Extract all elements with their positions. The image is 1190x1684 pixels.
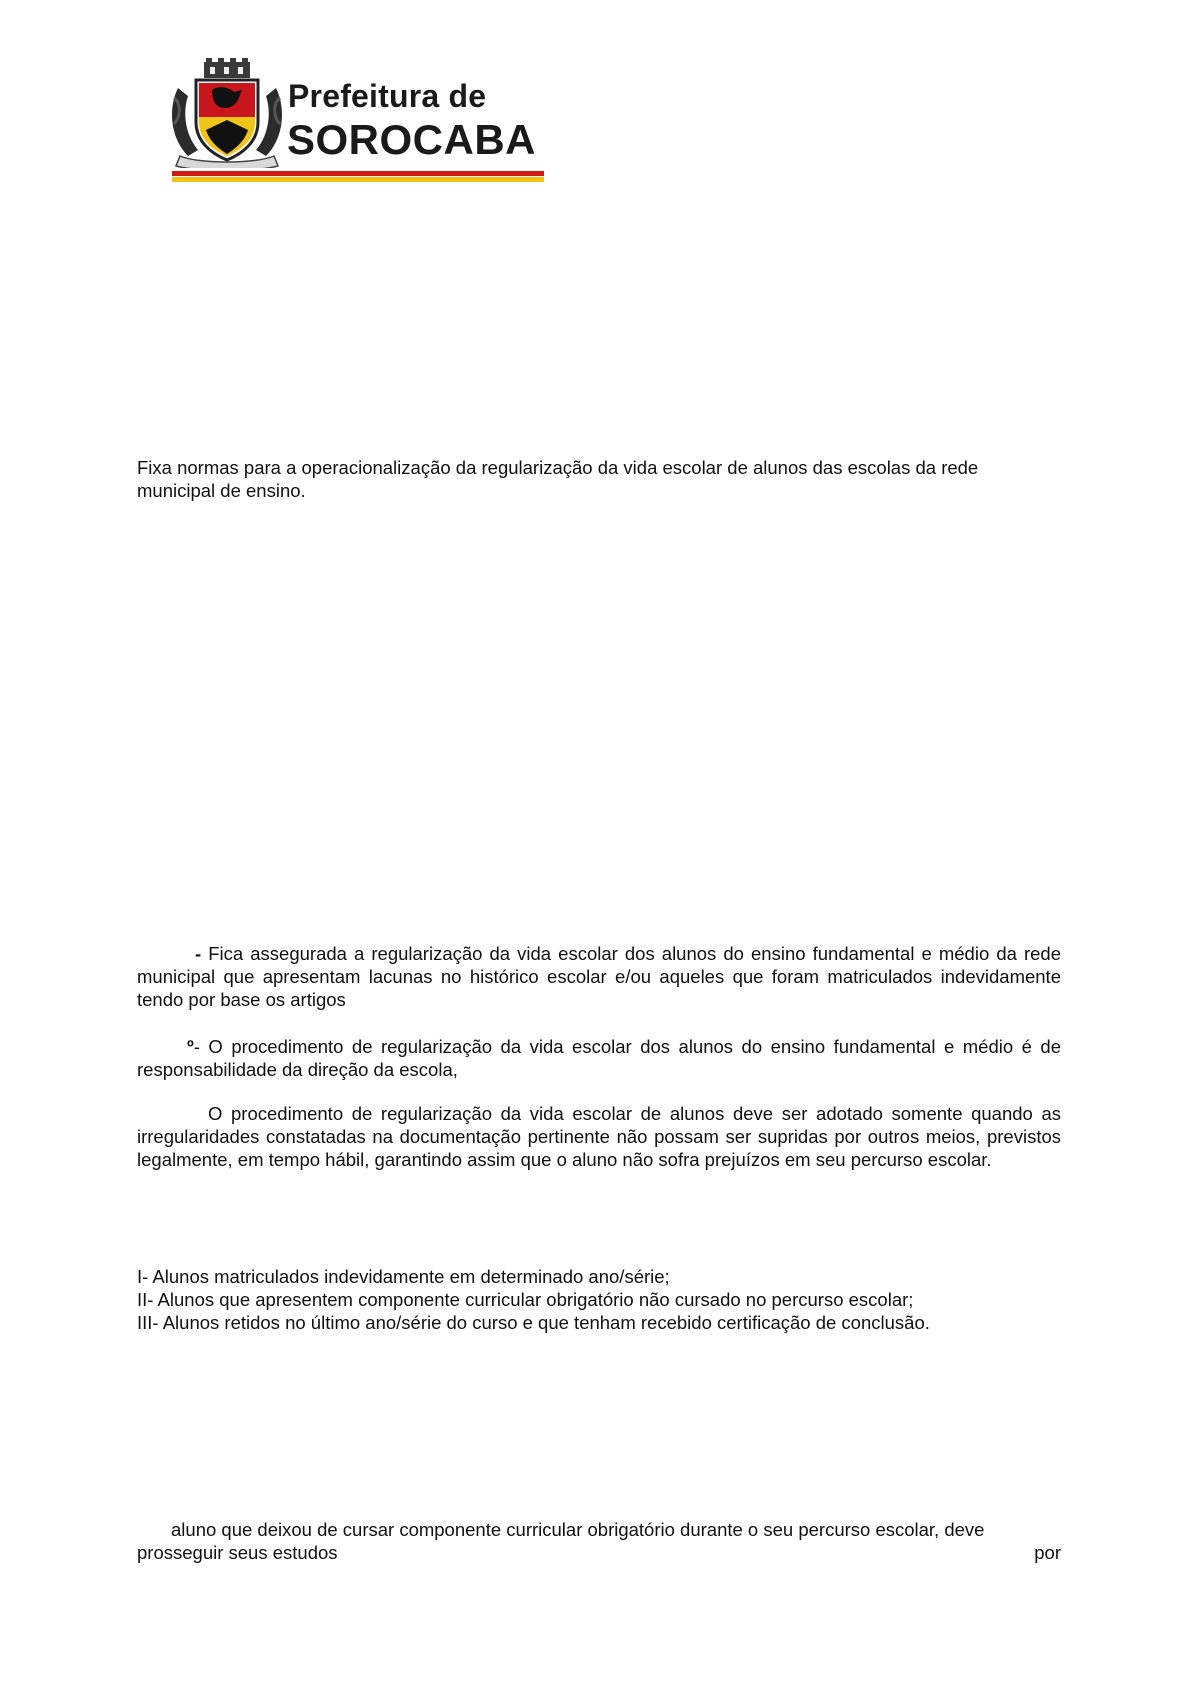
paragraph-2-text: O procedimento de regularização da vida escolar de alunos deve ser adotado somente quando as irregularidades constatadas na documentação pertinente não possam ser supridas por outros meios, previstos legalmente, em tempo hábil, garantindo assim que o aluno não sofra prejuízos em seu percurso escolar. bbox=[137, 1103, 1061, 1170]
list-item: II- Alunos que apresentem componente curricular obrigatório não cursado no percurso escolar; bbox=[137, 1289, 914, 1310]
items-list bbox=[137, 1265, 1061, 1334]
final-line-2-left: prosseguir seus estudos bbox=[137, 1542, 338, 1563]
list-item: I- Alunos matriculados indevidamente em determinado ano/série; bbox=[137, 1266, 670, 1287]
article-1-marker: - bbox=[195, 943, 202, 964]
paragraph-2 bbox=[137, 1102, 1061, 1171]
logo-yellow-stripe bbox=[172, 177, 544, 182]
ementa: Fixa normas para a operacionalização da regularização da vida escolar de alunos das escolas da rede municipal de ensino. bbox=[137, 457, 979, 501]
header-logo bbox=[168, 58, 548, 188]
final-line-1: aluno que deixou de cursar componente curricular obrigatório durante o seu percurso escolar, deve bbox=[171, 1519, 985, 1540]
final-paragraph bbox=[137, 1518, 1061, 1564]
logo-red-stripe bbox=[172, 171, 544, 176]
paragraph-1 bbox=[137, 1035, 1061, 1081]
logo-title-line2: SOROCABA bbox=[287, 116, 537, 163]
final-line-2 bbox=[137, 1541, 1061, 1564]
paragraph-1-text: - O procedimento de regularização da vida escolar dos alunos do ensino fundamental e médio é de responsabilidade da direção da escola, bbox=[137, 1036, 1061, 1080]
paragraph-1-marker: º bbox=[187, 1036, 194, 1057]
logo-title-line1: Prefeitura de bbox=[288, 78, 487, 114]
article-1 bbox=[137, 942, 1061, 1011]
list-item: III- Alunos retidos no último ano/série do curso e que tenham recebido certificação de conclusão. bbox=[137, 1312, 930, 1333]
final-line-2-right: por bbox=[1034, 1542, 1061, 1563]
coat-of-arms-icon bbox=[168, 58, 286, 168]
article-1-text: Fica assegurada a regularização da vida escolar dos alunos do ensino fundamental e médio da rede municipal que apresentam lacunas no histórico escolar e/ou aqueles que foram matriculados indevidamente tendo por base os artigos bbox=[137, 943, 1061, 1010]
